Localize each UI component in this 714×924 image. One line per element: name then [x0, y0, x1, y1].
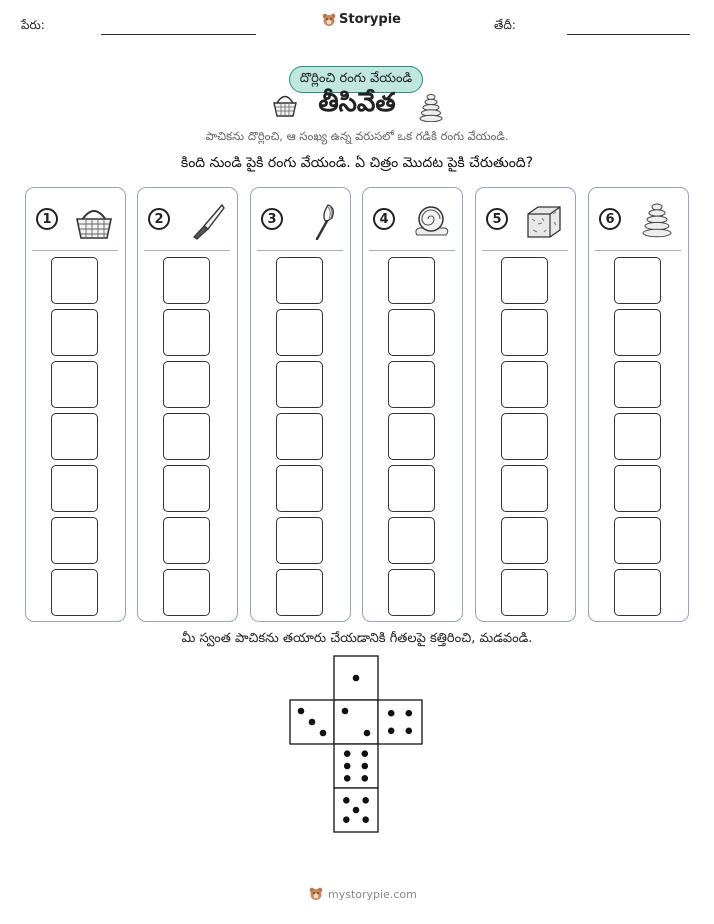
column-number: 5: [486, 208, 508, 230]
page-title: తీసివేత: [318, 88, 396, 118]
die-pip: [362, 763, 369, 770]
column-number: 3: [261, 208, 283, 230]
die-face: [378, 700, 422, 744]
die-face: [334, 700, 378, 744]
die-face: [334, 656, 378, 700]
date-label: తేదీ:: [494, 18, 516, 32]
die-pip: [344, 763, 351, 770]
die-pip: [309, 719, 316, 726]
die-pip: [388, 710, 395, 717]
die-pip: [343, 816, 350, 823]
column-number: 1: [36, 208, 58, 230]
die-pip: [362, 775, 369, 782]
die-pip: [406, 728, 413, 735]
die-pip: [344, 775, 351, 782]
name-label: పేరు:: [21, 18, 45, 32]
die-pip: [388, 728, 395, 735]
die-pip: [362, 750, 369, 757]
die-face: [334, 744, 378, 788]
column-number: 4: [373, 208, 395, 230]
column-number: 6: [599, 208, 621, 230]
cut-instruction: మీ స్వంత పాచికను తయారు చేయడానికి గీతలపై కత్తిరించి, మడవండి.: [181, 631, 533, 646]
die-pip: [343, 797, 350, 804]
die-pip: [298, 708, 305, 715]
question-text: కింది నుండి పైకి రంగు వేయండి. ఏ చిత్రం మొదట పైకి చేరుతుంది?: [180, 155, 534, 171]
subtitle-badge: దొర్లించి రంగు వేయండి: [289, 66, 423, 93]
brand-name: Storypie: [339, 12, 401, 27]
die-face: [334, 788, 378, 832]
die-pip: [320, 730, 327, 737]
instruction-text: పాచికను దొర్లించి, ఆ సంఖ్య ఉన్న వరుసలో ఒక గడికి రంగు వేయండి.: [205, 129, 509, 143]
die-pip: [353, 807, 360, 814]
column-number: 2: [148, 208, 170, 230]
die-pip: [364, 730, 371, 737]
die-pip: [344, 750, 351, 757]
die-pip: [342, 708, 349, 715]
die-pip: [362, 816, 369, 823]
die-face: [290, 700, 334, 744]
bear-icon: [309, 887, 323, 901]
die-pip: [406, 710, 413, 717]
footer: [309, 887, 417, 901]
die-pip: [353, 675, 360, 682]
die-pip: [362, 797, 369, 804]
footer-url: mystorypie.com: [328, 887, 417, 901]
